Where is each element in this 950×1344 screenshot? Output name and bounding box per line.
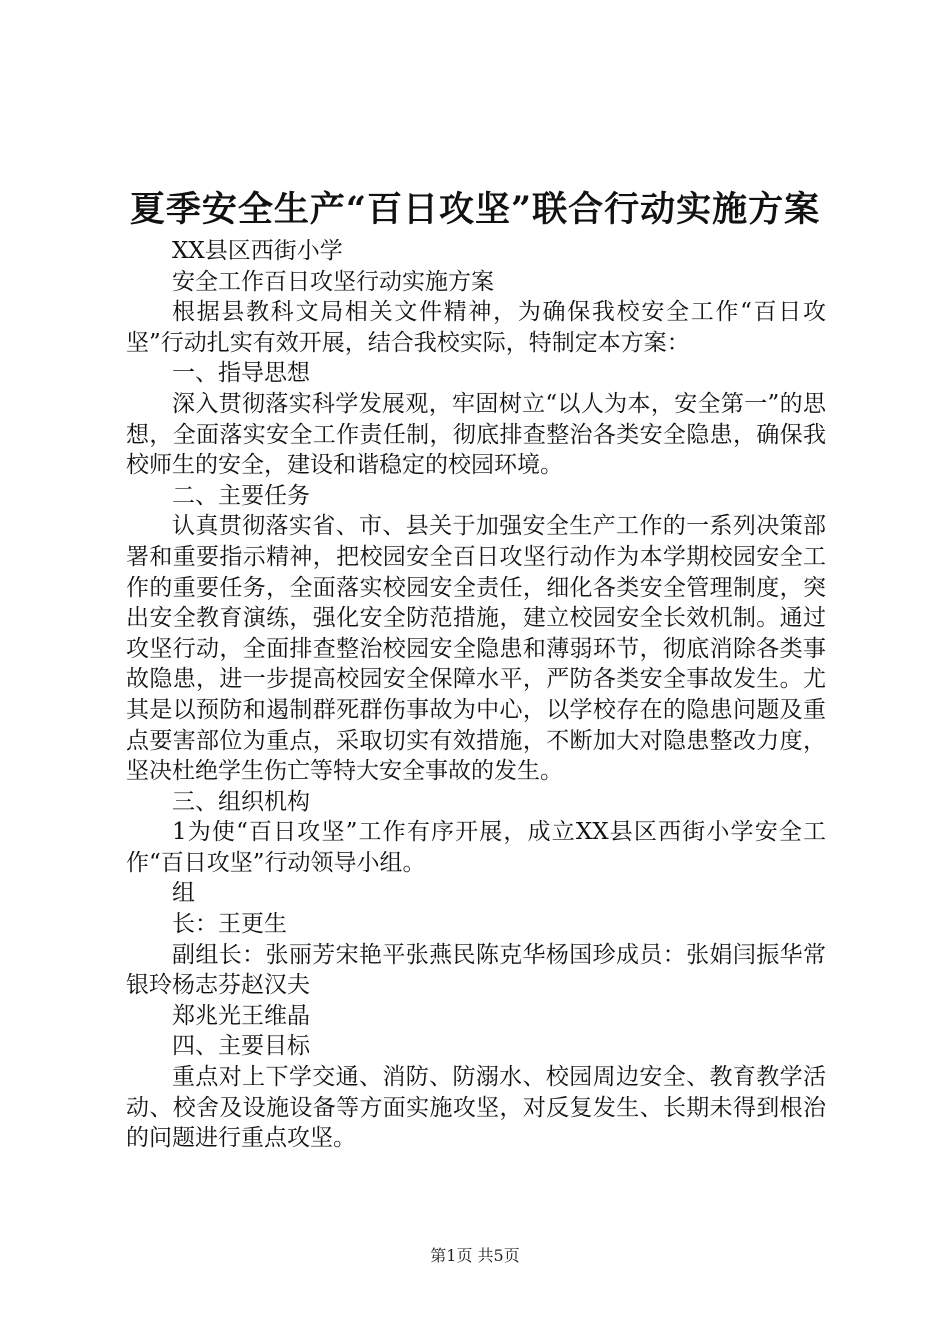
- section-paragraph: 重点对上下学交通、消防、防溺水、校园周边安全、教育教学活动、校舍及设施设备等方面实施攻坚，对反复发生、长期未得到根治的问题进行重点攻坚。: [126, 1064, 826, 1152]
- intro-paragraph: 根据县教科文局相关文件精神，为确保我校安全工作“百日攻坚”行动扎实有效开展，结合我校实际，特制定本方案：: [126, 299, 826, 356]
- section-heading: 四、主要目标: [172, 1033, 310, 1060]
- document-title: 夏季安全生产“百日攻坚”联合行动实施方案: [129, 189, 821, 230]
- plan-subtitle: 安全工作百日攻坚行动实施方案: [172, 268, 494, 295]
- school-name: XX县区西街小学: [172, 238, 343, 264]
- section-paragraph: 深入贯彻落实科学发展观，牢固树立“以人为本，安全第一”的思想，全面落实安全工作责任制，彻底排查整治各类安全隐患，确保我校师生的安全，建设和谐稳定的校园环境。: [126, 390, 826, 479]
- group-leader-line: 长：王更生: [172, 911, 287, 938]
- section-heading: 二、主要任务: [172, 482, 310, 509]
- section-heading: 三、组织机构: [172, 788, 310, 815]
- section-paragraph: 认真贯彻落实省、市、县关于加强安全生产工作的一系列决策部署和重要指示精神，把校园安全百日攻坚行动作为本学期校园安全工作的重要任务，全面落实校园安全责任，细化各类安全管理制度，突出安全教育演练，强化安全防范措施，建立校园安全长效机制。通过攻坚行动，全面排查整治校园安全隐患和薄弱环节，彻底消除各类事故隐患，进一步提高校园安全保障水平，严防各类安全事故发生。尤其是以预防和遏制群死群伤事故为中心，以学校存在的隐患问题及重点要害部位为重点，采取切实有效措施，不断加大对隐患整改力度，坚决杜绝学生伤亡等特大安全事故的发生。: [126, 513, 826, 785]
- group-members-continued: 郑兆光王维晶: [172, 1002, 310, 1029]
- group-members-line: 副组长：张丽芳宋艳平张燕民陈克华杨国珍成员：张娟闫振华常银玲杨志芬赵汉夫: [126, 941, 826, 999]
- section-heading: 一、指导思想: [172, 360, 310, 387]
- document-body: [126, 236, 826, 1154]
- page-footer: 第1页 共5页: [430, 1246, 520, 1265]
- group-line: 组: [172, 880, 195, 907]
- section-paragraph: 1为使“百日攻坚”工作有序开展，成立XX县区西街小学安全工作“百日攻坚”行动领导小组。: [126, 819, 826, 876]
